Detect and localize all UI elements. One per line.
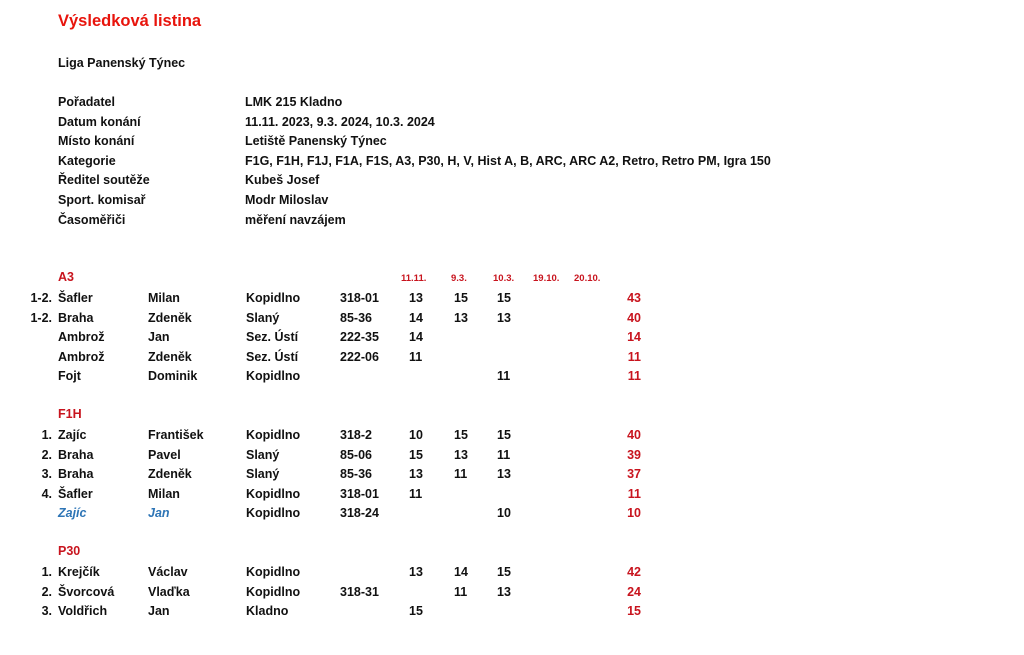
section-title: A3 [58, 270, 74, 284]
info-label: Pořadatel [58, 95, 115, 109]
info-label: Sport. komisař [58, 193, 146, 207]
last-name: Braha [58, 447, 94, 462]
round-3-score: 13 [497, 310, 511, 325]
round-3-score: 13 [497, 467, 511, 482]
info-label: Místo konání [58, 134, 135, 149]
first-name: Jan [148, 604, 170, 619]
section-title: P30 [58, 544, 81, 558]
league-name: Liga Panenský Týnec [58, 56, 186, 70]
info-label: Datum konání [58, 114, 141, 129]
license: 318-01 [340, 486, 379, 501]
first-name: Jan [148, 506, 170, 521]
round-2-score: 13 [454, 310, 468, 325]
rank: 1. [41, 428, 52, 442]
first-name: Zdeněk [148, 467, 192, 482]
last-name: Braha [58, 467, 94, 482]
round-date: 20.10. [574, 273, 601, 284]
club: Kopidlno [246, 565, 301, 579]
round-3-score: 13 [497, 584, 511, 599]
round-3-score: 11 [497, 369, 511, 384]
info-value: měření navzájem [245, 212, 346, 227]
club: Sez. Ústí [246, 349, 299, 364]
info-label: Časoměřiči [58, 212, 126, 227]
club: Kopidlno [246, 428, 301, 442]
club: Slaný [246, 447, 280, 462]
info-label: Ředitel soutěže [58, 173, 150, 188]
first-name: Václav [148, 565, 188, 579]
first-name: Pavel [148, 447, 181, 462]
section-title: F1H [58, 407, 82, 421]
first-name: Milan [148, 291, 180, 305]
first-name: Vlaďka [148, 584, 190, 599]
round-2-score: 15 [454, 291, 468, 305]
info-value: Modr Miloslav [245, 193, 329, 207]
info-value: F1G, F1H, F1J, F1A, F1S, A3, P30, H, V, Hist A, B, ARC, ARC A2, Retro, Retro PM, Igra 150 [245, 153, 771, 168]
round-1-score: 14 [409, 310, 423, 325]
rank: 1-2. [30, 291, 52, 305]
club: Kopidlno [246, 506, 301, 521]
total-score: 10 [627, 506, 641, 521]
last-name: Šafler [58, 291, 93, 305]
document-title: Výsledková listina [58, 12, 202, 30]
club: Sez. Ústí [246, 330, 299, 345]
round-3-score: 10 [497, 506, 511, 521]
license: 85-06 [340, 447, 372, 462]
rank: 2. [41, 447, 52, 462]
total-score: 14 [627, 330, 641, 345]
round-1-score: 11 [409, 486, 423, 501]
rank: 2. [41, 584, 52, 599]
round-2-score: 11 [454, 467, 468, 482]
info-value: LMK 215 Kladno [245, 95, 343, 109]
round-3-score: 15 [497, 565, 511, 579]
license: 318-24 [340, 506, 379, 521]
total-score: 11 [627, 486, 641, 501]
round-1-score: 13 [409, 565, 423, 579]
first-name: Zdeněk [148, 349, 192, 364]
round-1-score: 10 [409, 428, 423, 442]
round-1-score: 15 [409, 447, 423, 462]
last-name: Šafler [58, 486, 93, 501]
round-1-score: 13 [409, 291, 423, 305]
rank: 3. [41, 467, 52, 482]
rank: 3. [41, 604, 52, 619]
club: Kopidlno [246, 486, 301, 501]
last-name: Krejčík [58, 565, 100, 579]
club: Slaný [246, 310, 280, 325]
license: 318-2 [340, 428, 372, 442]
last-name: Švorcová [58, 584, 115, 599]
last-name: Braha [58, 310, 94, 325]
license: 222-06 [340, 349, 379, 364]
total-score: 24 [627, 584, 641, 599]
total-score: 37 [627, 467, 641, 482]
club: Kladno [246, 604, 289, 619]
round-1-score: 15 [409, 604, 423, 619]
round-3-score: 11 [497, 447, 511, 462]
round-date: 19.10. [533, 273, 560, 284]
info-value: Kubeš Josef [245, 173, 320, 188]
total-score: 40 [627, 428, 641, 442]
last-name: Zajíc [58, 428, 87, 442]
first-name: Milan [148, 486, 180, 501]
round-3-score: 15 [497, 291, 511, 305]
total-score: 11 [627, 349, 641, 364]
license: 222-35 [340, 330, 379, 345]
round-2-score: 13 [454, 447, 468, 462]
first-name: Zdeněk [148, 310, 192, 325]
last-name: Fojt [58, 369, 81, 384]
license: 85-36 [340, 310, 372, 325]
total-score: 40 [627, 310, 641, 325]
round-2-score: 11 [454, 584, 468, 599]
license: 85-36 [340, 467, 372, 482]
rank: 4. [41, 486, 52, 501]
club: Kopidlno [246, 291, 301, 305]
round-1-score: 11 [409, 349, 423, 364]
last-name: Ambrož [58, 330, 105, 345]
total-score: 11 [627, 369, 641, 384]
club: Slaný [246, 467, 280, 482]
club: Kopidlno [246, 584, 301, 599]
round-1-score: 13 [409, 467, 423, 482]
round-date: 9.3. [451, 273, 467, 284]
round-2-score: 14 [454, 565, 468, 579]
info-label: Kategorie [58, 153, 116, 168]
round-1-score: 14 [409, 330, 423, 345]
last-name: Ambrož [58, 349, 105, 364]
info-value: 11.11. 2023, 9.3. 2024, 10.3. 2024 [245, 114, 435, 129]
rank: 1. [41, 565, 52, 579]
first-name: Dominik [148, 369, 198, 384]
info-value: Letiště Panenský Týnec [245, 134, 387, 149]
license: 318-31 [340, 584, 379, 599]
club: Kopidlno [246, 369, 301, 384]
total-score: 42 [627, 565, 641, 579]
last-name: Zajíc [58, 506, 87, 521]
round-date: 10.3. [493, 273, 515, 284]
rank: 1-2. [30, 310, 52, 325]
round-2-score: 15 [454, 428, 468, 442]
license: 318-01 [340, 291, 379, 305]
round-3-score: 15 [497, 428, 511, 442]
last-name: Voldřich [58, 604, 108, 619]
first-name: Jan [148, 330, 170, 345]
total-score: 39 [627, 447, 641, 462]
total-score: 43 [627, 291, 641, 305]
total-score: 15 [627, 604, 641, 619]
first-name: František [148, 428, 204, 442]
round-date: 11.11. [401, 273, 427, 284]
